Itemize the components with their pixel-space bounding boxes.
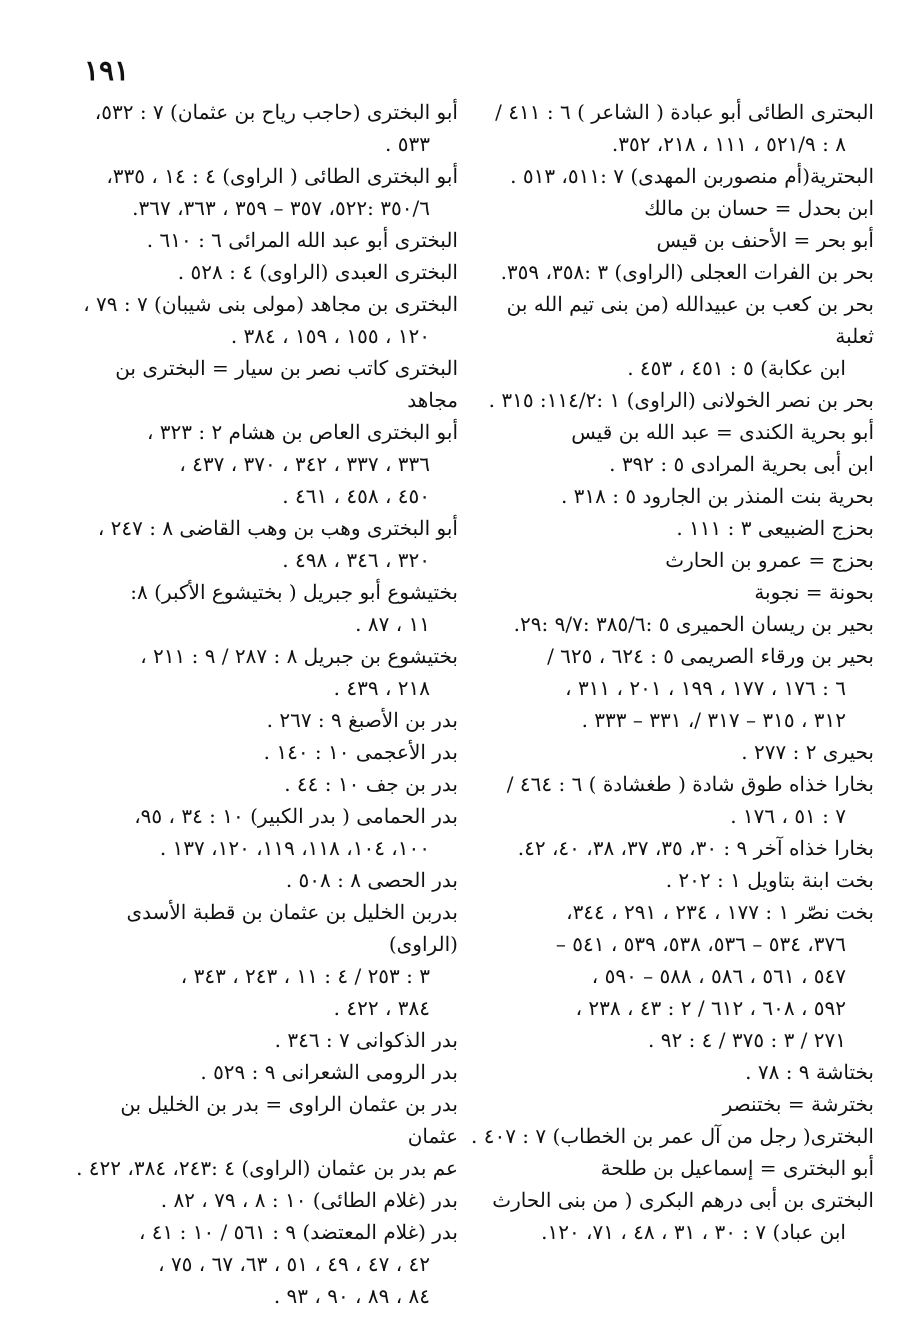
entry-continuation-line: ٧ : ٥١ ، ١٧٦ . xyxy=(730,804,846,828)
index-entry xyxy=(66,256,458,288)
index-entry xyxy=(66,800,458,864)
entry-line: بختيشوع بن جبريل ٨ : ٢٨٧ / ٩ : ٢١١ ، xyxy=(140,644,458,668)
entry-line: بختاشة ٩ : ٧٨ . xyxy=(745,1060,874,1084)
index-entry xyxy=(470,1120,874,1152)
entry-line: بحر بن نصر الخولانى (الراوى) ١ :١١٤/٢: ٣١٥ . xyxy=(488,388,874,412)
entry-line: البخترى بن أبى درهم البكرى ( من بنى الحارث xyxy=(492,1188,874,1212)
entry-continuation-line: ٨٤ ، ٨٩ ، ٩٠ ، ٩٣ . xyxy=(273,1284,430,1308)
index-entry xyxy=(66,1056,458,1088)
index-entry xyxy=(470,896,874,1056)
entry-line: البحترى الطائى أبو عبادة ( الشاعر ) ٦ : ٤١١ / xyxy=(495,100,874,124)
entry-line: بدر الرومى الشعرانى ٩ : ٥٢٩ . xyxy=(200,1060,458,1084)
index-entry xyxy=(470,640,874,736)
entry-continuation-line: ٦ : ١٧٦ ، ١٧٧ ، ١٩٩ ، ٢٠١ ، ٣١١ ، xyxy=(565,676,846,700)
entry-continuation-line: ٤٥٠ ، ٤٥٨ ، ٤٦١ . xyxy=(282,484,430,508)
index-entry xyxy=(470,864,874,896)
entry-line: بحيرى ٢ : ٢٧٧ . xyxy=(741,740,874,764)
index-entry xyxy=(470,480,874,512)
entry-line: بدر بن الأصبغ ٩ : ٢٦٧ . xyxy=(266,708,458,732)
entry-line: البحترية(أم منصوربن المهدى) ٧ :٥١١، ٥١٣ . xyxy=(510,164,874,188)
entry-line: البخترى العبدى (الراوى) ٤ : ٥٢٨ . xyxy=(177,260,458,284)
entry-continuation-line: ٨ : ٥٢١/٩ ، ١١١ ، ٢١٨، ٣٥٢. xyxy=(611,132,846,156)
entry-continuation-line: ٢١٨ ، ٤٣٩ . xyxy=(333,676,430,700)
index-entry xyxy=(66,288,458,352)
entry-line: أبو البخترى وهب بن وهب القاضى ٨ : ٢٤٧ ، xyxy=(97,516,458,540)
entry-line: أبو بحرية الكندى = عبد الله بن قيس xyxy=(571,420,874,444)
index-entry xyxy=(470,192,874,224)
index-entry xyxy=(470,384,874,416)
entry-line: بحونة = نجوبة xyxy=(754,580,874,604)
index-entry xyxy=(66,1184,458,1216)
entry-continuation-line: ١١ ، ٨٧ . xyxy=(355,612,430,636)
index-column-right xyxy=(470,96,874,1248)
entry-continuation-line: ١٢٠ ، ١٥٥ ، ١٥٩ ، ٣٨٤ . xyxy=(230,324,430,348)
entry-line: بخت نصّر ١ : ١٧٧ ، ٢٣٤ ، ٢٩١ ، ٣٤٤، xyxy=(566,900,874,924)
index-entry xyxy=(470,576,874,608)
index-entry xyxy=(66,96,458,160)
entry-continuation-line: ٣٥٠/٦ :٥٢٢، ٣٥٧ – ٣٥٩ ، ٣٦٣، ٣٦٧. xyxy=(132,196,430,220)
index-entry xyxy=(470,736,874,768)
index-entry xyxy=(470,288,874,384)
index-entry xyxy=(470,832,874,864)
entry-line: أبو البخترى العاص بن هشام ٢ : ٣٢٣ ، xyxy=(146,420,458,444)
entry-continuation-line: ٥٣٣ . xyxy=(385,132,430,156)
entry-line: بدر الأعجمى ١٠ : ١٤٠ . xyxy=(263,740,458,764)
index-entry xyxy=(66,736,458,768)
index-entry xyxy=(470,448,874,480)
index-entry xyxy=(470,1088,874,1120)
entry-line: بدر الحمامى ( بدر الكبير) ١٠ : ٣٤ ، ٩٥، xyxy=(134,804,458,828)
page-number: ١٩١ xyxy=(84,54,130,87)
index-entry xyxy=(66,768,458,800)
index-entry xyxy=(66,896,458,1024)
entry-line: البخترى أبو عبد الله المرائى ٦ : ٦١٠ . xyxy=(146,228,458,252)
index-entry xyxy=(66,1216,458,1312)
index-entry xyxy=(66,416,458,512)
index-entry xyxy=(470,96,874,160)
entry-line: بحر بن كعب بن عبيدالله (من بنى تيم الله بن ثعلبة xyxy=(506,292,874,348)
entry-line: بحزج = عمرو بن الحارث xyxy=(665,548,874,572)
index-entry xyxy=(470,160,874,192)
index-column-left xyxy=(66,96,458,1312)
index-entry xyxy=(470,768,874,832)
index-entry xyxy=(470,1056,874,1088)
index-entry xyxy=(66,864,458,896)
entry-continuation-line: ٢٧١ / ٣ : ٣٧٥ / ٤ : ٩٢ . xyxy=(648,1028,846,1052)
entry-line: بحير بن ورقاء الصريمى ٥ : ٦٢٤ ، ٦٢٥ / xyxy=(547,644,874,668)
entry-line: بدر (غلام الطائى) ١٠ : ٨ ، ٧٩ ، ٨٢ . xyxy=(160,1188,458,1212)
entry-line: أبو البخترى الطائى ( الراوى) ٤ : ١٤ ، ٣٣٥، xyxy=(106,164,458,188)
entry-line: البخترى كاتب نصر بن سيار = البخترى بن مجاهد xyxy=(115,356,458,412)
entry-line: بخارا خذاه آخر ٩ : ٣٠، ٣٥، ٣٧، ٣٨، ٤٠، ٤٢. xyxy=(517,836,874,860)
index-entry xyxy=(66,1024,458,1056)
entry-continuation-line: ٣ : ٢٥٣ / ٤ : ١١ ، ٢٤٣ ، ٣٤٣ ، xyxy=(180,964,430,988)
entry-line: أبو البخترى (حاجب رياح بن عثمان) ٧ : ٥٣٢، xyxy=(94,100,458,124)
index-entry xyxy=(66,224,458,256)
entry-line: بدر بن عثمان الراوى = بدر بن الخليل بن عثمان xyxy=(120,1092,458,1148)
index-entry xyxy=(470,512,874,544)
entry-line: أبو بحر = الأحنف بن قيس xyxy=(656,228,874,252)
entry-continuation-line: ٥٩٢ ، ٦٠٨ ، ٦١٢ / ٢ : ٤٣ ، ٢٣٨ ، xyxy=(575,996,846,1020)
entry-continuation-line: ابن عكابة) ٥ : ٤٥١ ، ٤٥٣ . xyxy=(627,356,846,380)
index-entry xyxy=(66,1088,458,1152)
entry-continuation-line: ٣٨٤ ، ٤٢٢ . xyxy=(333,996,430,1020)
index-entry xyxy=(470,1184,874,1248)
index-entry xyxy=(470,256,874,288)
entry-continuation-line: ٤٢ ، ٤٧ ، ٤٩ ، ٥١ ، ٦٣، ٦٧ ، ٧٥ ، xyxy=(158,1252,430,1276)
entry-line: بدر بن جف ١٠ : ٤٤ . xyxy=(284,772,458,796)
entry-line: البخترى بن مجاهد (مولى بنى شيبان) ٧ : ٧٩ ، xyxy=(83,292,458,316)
entry-line: بخترشة = بختنصر xyxy=(722,1092,874,1116)
entry-line: بدربن الخليل بن عثمان بن قطبة الأسدى (الراوى) xyxy=(126,900,458,956)
index-entry xyxy=(66,640,458,704)
index-entry xyxy=(66,352,458,416)
entry-continuation-line: ٥٤٧ ، ٥٦١ ، ٥٨٦ ، ٥٨٨ – ٥٩٠ ، xyxy=(591,964,846,988)
entry-line: بحرية بنت المنذر بن الجارود ٥ : ٣١٨ . xyxy=(560,484,874,508)
entry-continuation-line: ٣٣٦ ، ٣٣٧ ، ٣٤٢ ، ٣٧٠ ، ٤٣٧ ، xyxy=(179,452,430,476)
entry-line: بخارا خذاه طوق شادة ( طغشادة ) ٦ : ٤٦٤ / xyxy=(506,772,874,796)
index-entry xyxy=(66,160,458,224)
index-entry xyxy=(66,1152,458,1184)
index-entry xyxy=(470,1152,874,1184)
entry-line: بحر بن الفرات العجلى (الراوى) ٣ :٣٥٨، ٣٥٩. xyxy=(500,260,874,284)
entry-continuation-line: ١٠٠، ١٠٤، ١١٨، ١١٩، ١٢٠، ١٣٧ . xyxy=(159,836,430,860)
entry-line: بدر (غلام المعتضد) ٩ : ٥٦١ / ١٠ : ٤١ ، xyxy=(138,1220,458,1244)
entry-line: بحير بن ريسان الحميرى ٥ :٣٨٥/٦ :٩/٧ :٢٩. xyxy=(513,612,874,636)
entry-continuation-line: ٣٢٠ ، ٣٤٦ ، ٤٩٨ . xyxy=(282,548,430,572)
entry-continuation-line: ٣١٢ ، ٣١٥ – ٣١٧ /، ٣٣١ – ٣٣٣ . xyxy=(581,708,846,732)
entry-line: ابن أبى بحرية المرادى ٥ : ٣٩٢ . xyxy=(609,452,874,476)
entry-line: بدر الذكوانى ٧ : ٣٤٦ . xyxy=(274,1028,458,1052)
index-entry xyxy=(470,416,874,448)
index-entry xyxy=(66,704,458,736)
index-entry xyxy=(470,224,874,256)
entry-line: بختيشوع أبو جبريل ( بختيشوع الأكبر) ٨: xyxy=(130,580,458,604)
entry-line: بخت ابنة بتاويل ١ : ٢٠٢ . xyxy=(665,868,874,892)
entry-line: ابن بحدل = حسان بن مالك xyxy=(644,196,874,220)
entry-continuation-line: ٣٧٦، ٥٣٤ – ٥٣٦، ٥٣٨، ٥٣٩ ، ٥٤١ – xyxy=(555,932,846,956)
entry-line: أبو البخترى = إسماعيل بن طلحة xyxy=(600,1156,874,1180)
index-entry xyxy=(470,544,874,576)
entry-line: بدر الحصى ٨ : ٥٠٨ . xyxy=(285,868,458,892)
entry-continuation-line: ابن عباد) ٧ : ٣٠ ، ٣١ ، ٤٨ ، ٧١، ١٢٠. xyxy=(541,1220,846,1244)
index-entry xyxy=(470,608,874,640)
entry-line: البخترى( رجل من آل عمر بن الخطاب) ٧ : ٤٠٧ . xyxy=(471,1124,874,1148)
entry-line: بحزج الضبيعى ٣ : ١١١ . xyxy=(676,516,874,540)
index-entry xyxy=(66,512,458,576)
entry-line: عم بدر بن عثمان (الراوى) ٤ :٢٤٣، ٣٨٤، ٤٢٢ . xyxy=(76,1156,458,1180)
index-entry xyxy=(66,576,458,640)
